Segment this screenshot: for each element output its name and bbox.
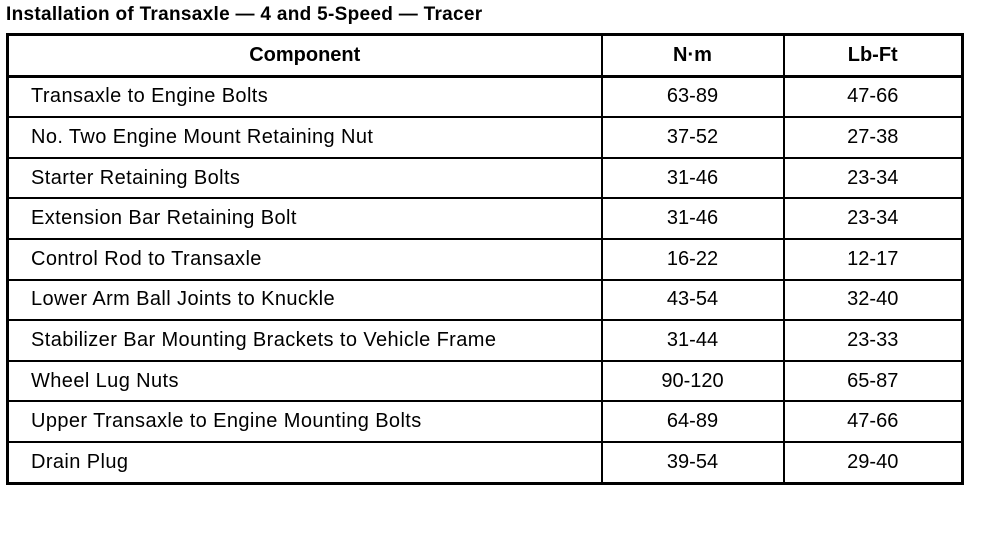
component-cell: Drain Plug: [8, 442, 602, 483]
column-header-nm: N·m: [602, 35, 784, 77]
lbft-cell: 23-34: [784, 198, 963, 239]
lbft-cell: 29-40: [784, 442, 963, 483]
table-row: [8, 361, 963, 402]
table-row: [8, 442, 963, 483]
table-row: [8, 320, 963, 361]
lbft-cell: 47-66: [784, 401, 963, 442]
component-cell: Stabilizer Bar Mounting Brackets to Vehicle Frame: [8, 320, 602, 361]
table-row: [8, 76, 963, 117]
nm-cell: 37-52: [602, 117, 784, 158]
component-cell: Starter Retaining Bolts: [8, 158, 602, 199]
lbft-cell: 65-87: [784, 361, 963, 402]
component-cell: Control Rod to Transaxle: [8, 239, 602, 280]
nm-cell: 64-89: [602, 401, 784, 442]
nm-cell: 31-46: [602, 158, 784, 199]
column-header-lbft: Lb-Ft: [784, 35, 963, 77]
component-cell: Lower Arm Ball Joints to Knuckle: [8, 280, 602, 321]
torque-spec-table: [6, 33, 964, 485]
table-row: [8, 117, 963, 158]
nm-cell: 16-22: [602, 239, 784, 280]
nm-cell: 31-44: [602, 320, 784, 361]
table-header: [8, 35, 963, 77]
lbft-cell: 27-38: [784, 117, 963, 158]
column-header-component: Component: [8, 35, 602, 77]
nm-cell: 31-46: [602, 198, 784, 239]
lbft-cell: 12-17: [784, 239, 963, 280]
table-row: [8, 401, 963, 442]
document-title: Installation of Transaxle — 4 and 5-Speed — Tracer: [6, 4, 483, 25]
component-cell: No. Two Engine Mount Retaining Nut: [8, 117, 602, 158]
lbft-cell: 23-33: [784, 320, 963, 361]
component-cell: Wheel Lug Nuts: [8, 361, 602, 402]
nm-cell: 90-120: [602, 361, 784, 402]
lbft-cell: 32-40: [784, 280, 963, 321]
nm-cell: 63-89: [602, 76, 784, 117]
lbft-cell: 47-66: [784, 76, 963, 117]
header-row: [8, 35, 963, 77]
component-cell: Transaxle to Engine Bolts: [8, 76, 602, 117]
table-row: [8, 280, 963, 321]
table-row: [8, 158, 963, 199]
lbft-cell: 23-34: [784, 158, 963, 199]
component-cell: Extension Bar Retaining Bolt: [8, 198, 602, 239]
nm-cell: 39-54: [602, 442, 784, 483]
nm-cell: 43-54: [602, 280, 784, 321]
table-row: [8, 239, 963, 280]
table-body: [8, 76, 963, 483]
component-cell: Upper Transaxle to Engine Mounting Bolts: [8, 401, 602, 442]
table-row: [8, 198, 963, 239]
